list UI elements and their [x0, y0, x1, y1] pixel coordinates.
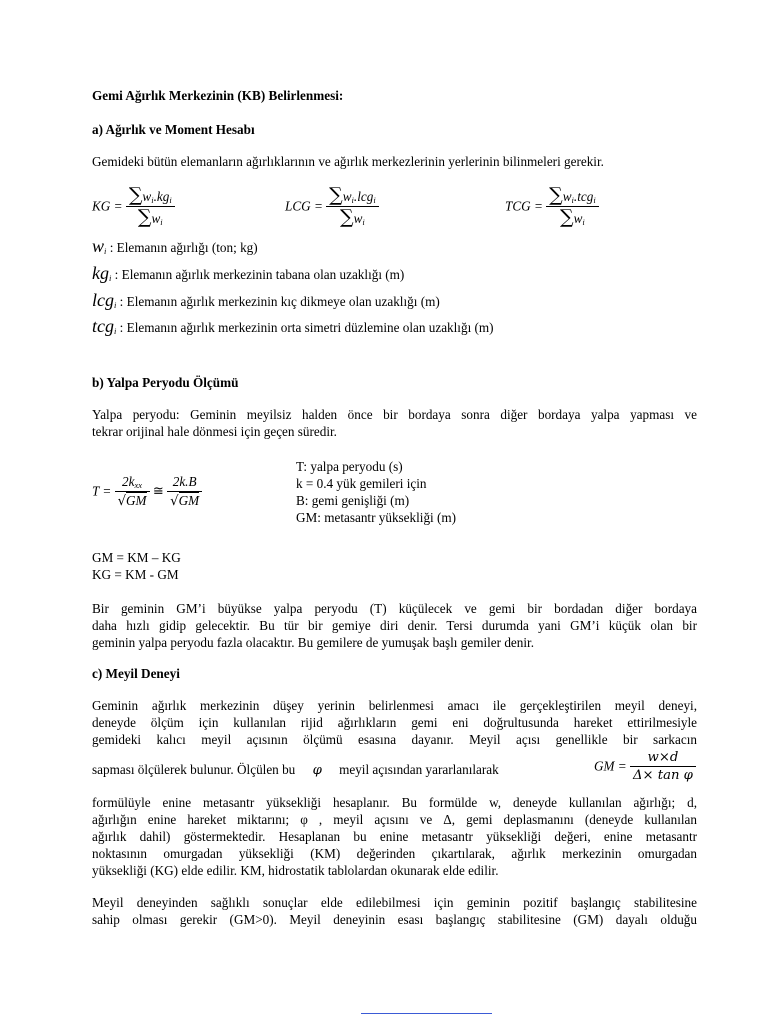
def-lcg: lcg$_i$ : Elemanın ağırlık merkezinin kıç dikmeye olan uzaklığı (m) [92, 290, 440, 310]
paragraph-line: tekrar orijinal hale dönmesi için geçen süredir. [92, 424, 337, 439]
gm-equation: GM = KM – KG [92, 550, 181, 565]
period-legend [296, 458, 456, 526]
paragraph-line: Geminin ağırlık merkezinin düşey yerinin belirlenmesi amacı ile gerçekleştirilen meyil deneyi, [92, 698, 697, 713]
paragraph-line: gemideki kalıcı meyil açısının ölçümü esasına dayanır. Meyil açısı genellikle bir sarkacın [92, 732, 697, 747]
paragraph-line: Meyil deneyinden sağlıklı sonuçlar elde edilebilmesi için geminin pozitif başlangıç stabilitesine [92, 895, 697, 910]
section-c-paragraph-3 [92, 894, 697, 928]
period-formula [92, 474, 202, 509]
inline-text-before: sapması ölçülerek bulunur. Ölçülen bu [92, 762, 296, 777]
def-lcg-symbol: lcg [92, 290, 114, 310]
section-c-title: c) Meyil Deneyi [92, 666, 180, 681]
def-kg-text: : Elemanın ağırlık merkezinin tabana olan uzaklığı (m) [114, 267, 405, 282]
def-kg-symbol: kg [92, 263, 109, 283]
period-fraction-2: $\frac{2k.B}{√GM}$ [167, 474, 202, 509]
paragraph-line: Yalpa peryodu: Geminin meyilsiz halden önce bir bordaya sonra diğer bordaya yalpa yapması ve [92, 407, 697, 422]
period-fraction-1: $\frac{2k_{xx}}{√GM}$ [115, 474, 150, 509]
legend-line: B: gemi genişliği (m) [296, 493, 410, 508]
section-a-title: a) Ağırlık ve Moment Hesabı [92, 122, 255, 137]
lcg-lhs: LCG = [285, 198, 323, 214]
def-tcg-text: : Elemanın ağırlık merkezinin orta simetri düzlemine olan uzaklığı (m) [119, 320, 494, 335]
def-lcg-text: : Elemanın ağırlık merkezinin kıç dikmeye olan uzaklığı (m) [119, 294, 440, 309]
kg-formula [92, 186, 175, 227]
paragraph-line: daha hızlı gidip gelecektir. Bu tür bir gemiye diri denir. Tersi durumda yani GM’i küçük olan bir [92, 618, 697, 633]
paragraph-line: noktasının omurgadan yüksekliği (KM) değerinden çıkartılarak, ağırlık merkezinin omurgadan [92, 846, 697, 861]
kg-fraction: $\frac{\sum w_i.kg_i}{\sum w_i}$ [126, 186, 175, 227]
lcg-fraction: $\frac{\sum w_i.lcg_i}{\sum w_i}$ [326, 186, 379, 227]
section-c-paragraph-cont [92, 794, 697, 879]
def-w-text: : Elemanın ağırlığı (ton; kg) [109, 240, 258, 255]
phi-symbol: φ [312, 763, 322, 778]
document-heading: Gemi Ağırlık Merkezinin (KB) Belirlenmesi: [92, 88, 344, 103]
section-c-paragraph [92, 697, 697, 748]
tcg-formula [505, 186, 599, 227]
paragraph-line: geminin yalpa peryodu fazla olacaktır. Bu gemilere de yumuşak başlı gemiler denir. [92, 635, 535, 650]
paragraph-line: ağırlık dahil) göstermektedir. Hesaplanan bu enine metasantr yüksekliği değeri, enine metasantr [92, 829, 697, 844]
paragraph-line: Bir geminin GM’i büyükse yalpa peryodu (T) küçülecek ve gemi bir bordadan diğer bordaya [92, 601, 697, 616]
period-lhs: T = [92, 483, 112, 499]
legend-line: T: yalpa peryodu (s) [296, 459, 403, 474]
tcg-lhs: TCG = [505, 198, 543, 214]
def-kg: $kg_i$ : Elemanın ağırlık merkezinin tabana olan uzaklığı (m) [92, 263, 405, 283]
gm-lhs: GM = [594, 758, 627, 774]
legend-line: k = 0.4 yük gemileri için [296, 476, 427, 491]
gm-inline-formula [594, 750, 696, 783]
paragraph-line: ağırlığın enine hareket miktarını; φ , meyil açısını ve Δ, gemi deplasmanını (deneyde kullanılan [92, 812, 697, 827]
section-b-paragraph-2 [92, 600, 697, 651]
section-b-title: b) Yalpa Peryodu Ölçümü [92, 375, 239, 390]
paragraph-line: yüksekliği (KG) elde edilir. KM, hidrostatik tablolardan okunarak elde edilir. [92, 863, 499, 878]
kg-lhs: KG = [92, 198, 123, 214]
sapmasi-line-text [92, 762, 499, 778]
def-w: $w_i$ : Elemanın ağırlığı (ton; kg) [92, 236, 258, 256]
gm-fraction: $\frac{w\times d}{\text{Δ× tan φ}}$ [630, 750, 696, 783]
tcg-fraction: $\frac{\sum w_i.tcg_i}{\sum w_i}$ [546, 186, 599, 227]
inline-text-after: meyil açısından yararlanılarak [339, 762, 499, 777]
footer-link-underline[interactable] [361, 1013, 492, 1014]
def-tcg-symbol: tcg [92, 316, 114, 336]
kg-equation: KG = KM - GM [92, 567, 179, 582]
paragraph-line: deneyde ölçüm için kullanılan rijid ağırlıkların gemi eni doğrultusunda hareket ettirilmesiyle [92, 715, 697, 730]
lcg-formula [285, 186, 379, 227]
def-w-symbol: w [92, 236, 105, 256]
paragraph-line: formülüyle enine metasantr yüksekliği hesaplanır. Bu formülde w, deneyde kullanılan ağırlığı; d, [92, 795, 697, 810]
def-tcg: tcg$_i$ : Elemanın ağırlık merkezinin orta simetri düzlemine olan uzaklığı (m) [92, 316, 494, 336]
approx-symbol: ≅ [152, 484, 164, 499]
legend-line: GM: metasantr yüksekliği (m) [296, 510, 457, 525]
gm-equations [92, 549, 181, 583]
section-b-paragraph [92, 406, 697, 440]
paragraph-line: sahip olması gerekir (GM>0). Meyil deneyinin esası başlangıç stabilitesine (GM) dayalı olduğu [92, 912, 697, 927]
section-a-intro: Gemideki bütün elemanların ağırlıklarının ve ağırlık merkezlerinin yerlerinin bilinmeleri gerekir. [92, 154, 604, 169]
